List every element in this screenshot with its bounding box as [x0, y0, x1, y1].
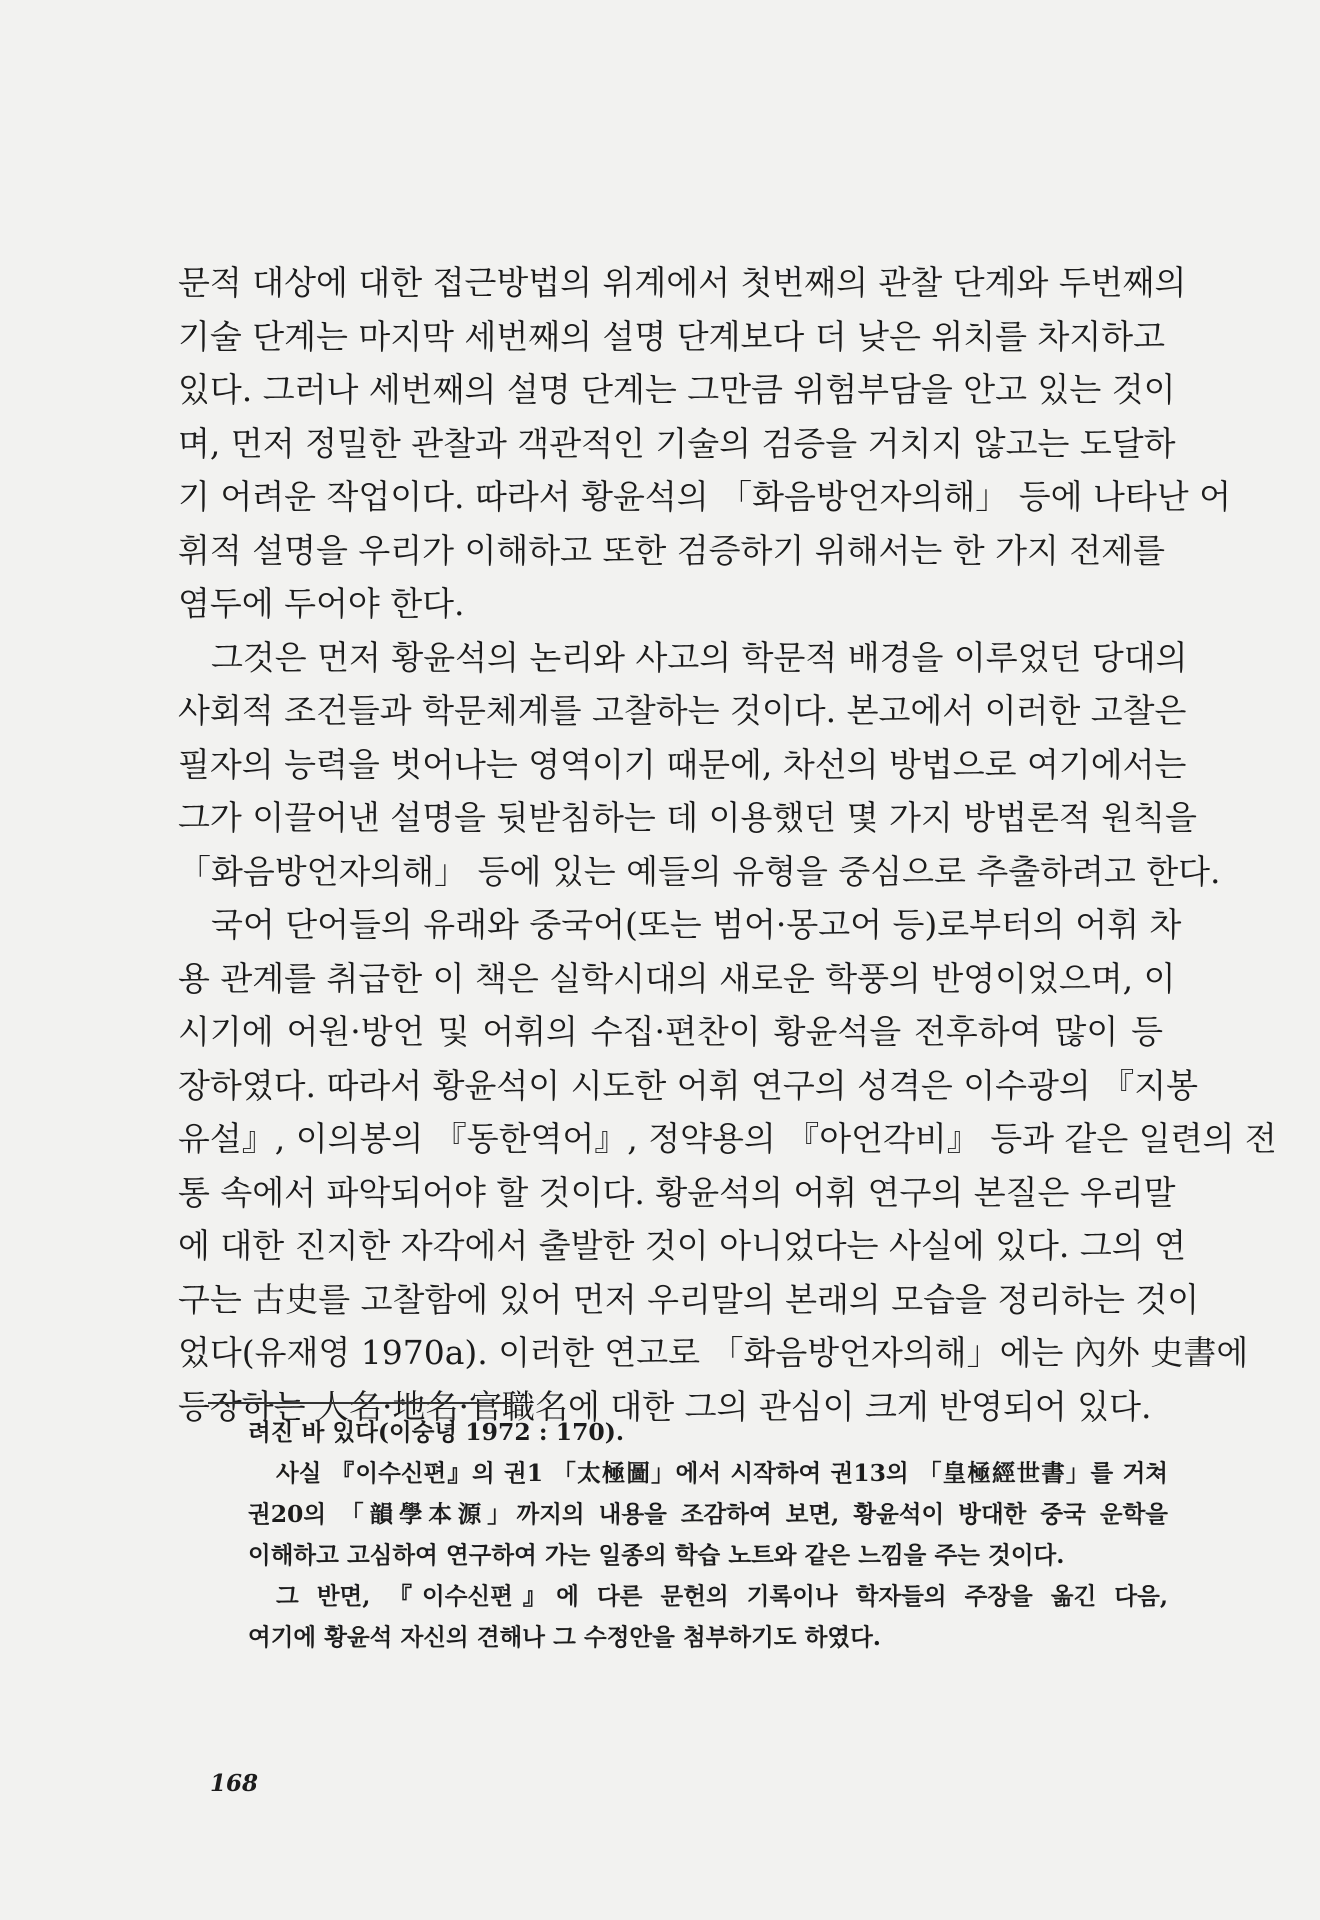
- footnote-line: 이해하고 고심하여 연구하여 가는 일종의 학습 노트와 같은 느낌을 주는 것이다.: [248, 1541, 1065, 1569]
- footnote-line: 려진 바 있다(이숭녕 1972 : 170).: [248, 1418, 625, 1446]
- footnotes: [248, 1412, 1168, 1658]
- body-line: 기 어려운 작업이다. 따라서 황윤석의 「화음방언자의해」 등에 나타난 어: [178, 477, 1231, 516]
- body-line: 용 관계를 취급한 이 책은 실학시대의 새로운 학풍의 반영이었으며, 이: [178, 958, 1176, 998]
- main-text: [178, 256, 1277, 1433]
- body-line: 유설』, 이의봉의 『동한역어』, 정약용의 『아언각비』 등과 같은 일련의 전: [178, 1119, 1277, 1158]
- body-line: 그가 이끌어낸 설명을 뒷받침하는 데 이용했던 몇 가지 방법론적 원칙을: [178, 798, 1197, 837]
- body-line: 통 속에서 파악되어야 할 것이다. 황윤석의 어휘 연구의 본질은 우리말: [178, 1172, 1176, 1212]
- body-line: 구는 古史를 고찰함에 있어 먼저 우리말의 본래의 모습을 정리하는 것이: [178, 1279, 1200, 1319]
- body-line: 시기에 어원·방언 및 어휘의 수집·편찬이 황윤석을 전후하여 많이 등: [178, 1012, 1163, 1051]
- body-line: 그것은 먼저 황윤석의 논리와 사고의 학문적 배경을 이루었던 당대의: [211, 637, 1188, 677]
- body-line: 등장하는 人名·地名·官職名에 대한 그의 관심이 크게 반영되어 있다.: [178, 1386, 1152, 1426]
- footnote-line: 그 반면, 『이수신편』에 다른 문헌의 기록이나 학자들의 주장을 옮긴 다음,: [276, 1582, 1168, 1610]
- body-line: 기술 단계는 마지막 세번째의 설명 단계보다 더 낮은 위치를 차지하고: [178, 316, 1165, 356]
- footnote-line: 권20의 「韻學本源」까지의 내용을 조감하여 보면, 황윤석이 방대한 중국 운학을: [248, 1500, 1168, 1528]
- body-line: 필자의 능력을 벗어나는 영역이기 때문에, 차선의 방법으로 여기에서는: [178, 744, 1187, 784]
- body-line: 있다. 그러나 세번째의 설명 단계는 그만큼 위험부담을 안고 있는 것이: [178, 370, 1176, 409]
- body-line: 국어 단어들의 유래와 중국어(또는 범어·몽고어 등)로부터의 어휘 차: [211, 905, 1182, 944]
- body-line: 에 대한 진지한 자각에서 출발한 것이 아니었다는 사실에 있다. 그의 연: [178, 1226, 1186, 1265]
- body-line: 었다(유재영 1970a). 이러한 연고로 「화음방언자의해」에는 內外 史書에: [178, 1333, 1249, 1372]
- body-line: 사회적 조건들과 학문체계를 고찰하는 것이다. 본고에서 이러한 고찰은: [178, 691, 1187, 730]
- body-line: 며, 먼저 정밀한 관찰과 객관적인 기술의 검증을 거치지 않고는 도달하: [178, 423, 1176, 463]
- body-line: 휘적 설명을 우리가 이해하고 또한 검증하기 위해서는 한 가지 전제를: [178, 530, 1165, 570]
- body-line: 장하였다. 따라서 황윤석이 시도한 어휘 연구의 성격은 이수광의 『지봉: [178, 1065, 1198, 1105]
- footnote-line: 사실 『이수신편』의 권1 「太極圖」에서 시작하여 권13의 「皇極經世書」를 거쳐: [276, 1459, 1168, 1487]
- body-line: 염두에 두어야 한다.: [178, 584, 465, 623]
- footnote-line: 여기에 황윤석 자신의 견해나 그 수정안을 첨부하기도 하였다.: [248, 1623, 881, 1651]
- page-number: 168: [210, 1770, 259, 1797]
- body-line: 「화음방언자의해」 등에 있는 예들의 유형을 중심으로 추출하려고 한다.: [178, 851, 1221, 891]
- body-line: 문적 대상에 대한 접근방법의 위계에서 첫번째의 관찰 단계와 두번째의: [178, 263, 1187, 302]
- footnote-divider: [208, 1402, 514, 1404]
